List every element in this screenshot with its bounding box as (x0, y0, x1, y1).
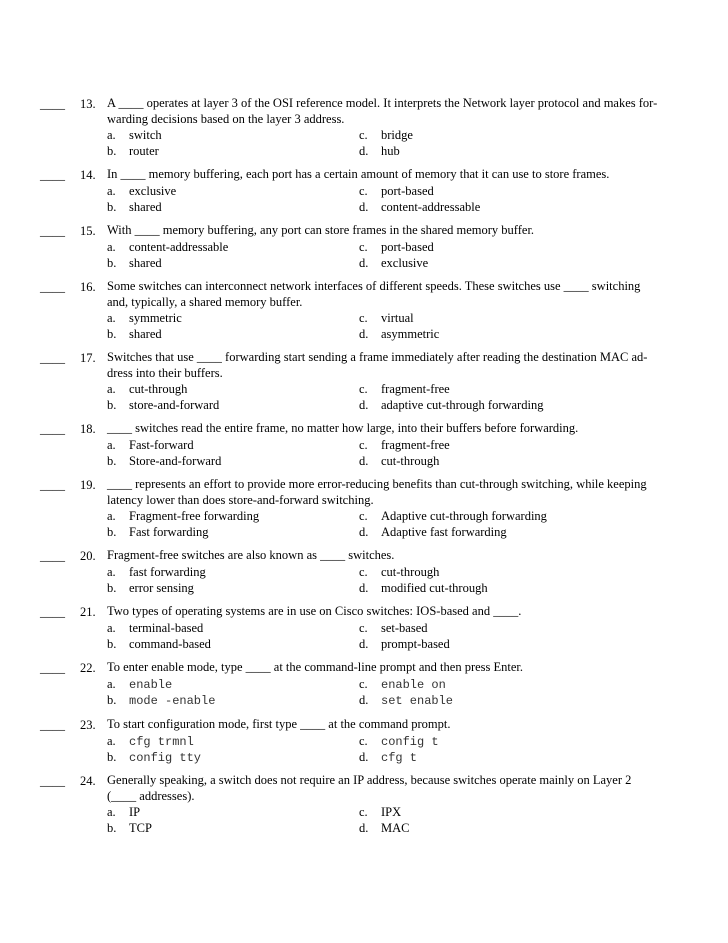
option-text: Store-and-forward (129, 454, 222, 468)
option-letter: a. (107, 509, 116, 523)
answer-blank: ____ (40, 661, 65, 675)
option-c (359, 310, 414, 326)
option-letter: b. (107, 821, 117, 835)
option-letter: a. (107, 621, 116, 635)
option-text: terminal-based (129, 621, 204, 635)
question-number: 13. (80, 97, 96, 111)
option-letter: b. (107, 200, 117, 214)
option-letter: c. (359, 805, 368, 819)
stem-line: To start configuration mode, first type ____ at the command prompt. (107, 717, 451, 731)
option-text: set-based (381, 621, 428, 635)
option-text: fragment-free (381, 382, 450, 396)
answer-blank: ____ (40, 549, 65, 563)
stem-line: (____ addresses). (107, 788, 195, 803)
option-text: error sensing (129, 581, 194, 595)
option-a (107, 310, 182, 326)
option-c (359, 239, 434, 255)
option-a (107, 437, 194, 453)
option-text: content-addressable (381, 200, 481, 214)
option-b (107, 143, 159, 159)
option-letter: a. (107, 382, 116, 396)
option-d (359, 692, 453, 709)
option-d (359, 143, 400, 159)
option-letter: c. (359, 677, 368, 691)
option-c (359, 676, 446, 693)
stem-line: warding decisions based on the layer 3 address. (107, 111, 345, 126)
option-text: Fast forwarding (129, 525, 209, 539)
answer-blank: ____ (40, 351, 65, 365)
option-letter: b. (107, 637, 117, 651)
stem-line: In ____ memory buffering, each port has a certain amount of memory that it can use to store frames. (107, 167, 610, 181)
option-text: enable on (381, 678, 446, 692)
option-letter: a. (107, 677, 116, 691)
option-c (359, 183, 434, 199)
question-number: 22. (80, 661, 96, 675)
question-stem (107, 167, 689, 183)
option-text: Fragment-free forwarding (129, 509, 260, 523)
option-c (359, 508, 547, 524)
stem-line: latency lower than does store-and-forward switching. (107, 492, 374, 507)
option-b (107, 326, 162, 342)
question-number: 16. (80, 280, 96, 294)
option-letter: d. (359, 821, 369, 835)
option-text: fragment-free (381, 438, 450, 452)
question-stem (107, 223, 689, 239)
option-text: port-based (381, 184, 434, 198)
option-letter: b. (107, 454, 117, 468)
option-d (359, 326, 439, 342)
question-number: 18. (80, 422, 96, 436)
question-stem (107, 96, 689, 127)
question-number: 19. (80, 478, 96, 492)
answer-blank: ____ (40, 605, 65, 619)
option-text: asymmetric (381, 327, 440, 341)
option-a (107, 676, 172, 693)
option-text: config t (381, 735, 439, 749)
option-text: set enable (381, 694, 454, 708)
option-letter: b. (107, 581, 117, 595)
option-b (107, 397, 219, 413)
option-letter: d. (359, 256, 369, 270)
option-text: Fast-forward (129, 438, 194, 452)
option-text: cfg t (381, 751, 418, 765)
option-letter: a. (107, 805, 116, 819)
option-letter: d. (359, 327, 369, 341)
option-letter: c. (359, 311, 368, 325)
option-text: cut-through (129, 382, 188, 396)
stem-line: dress into their buffers. (107, 365, 223, 380)
option-text: port-based (381, 240, 434, 254)
option-text: prompt-based (381, 637, 450, 651)
option-a (107, 804, 140, 820)
option-text: store-and-forward (129, 398, 220, 412)
option-c (359, 127, 413, 143)
option-letter: c. (359, 621, 368, 635)
option-letter: d. (359, 200, 369, 214)
option-d (359, 524, 507, 540)
stem-line: Fragment-free switches are also known as ____ switches. (107, 548, 395, 562)
question-number: 23. (80, 718, 96, 732)
option-d (359, 636, 450, 652)
question-number: 15. (80, 224, 96, 238)
stem-line: Switches that use ____ forwarding start sending a frame immediately after reading the destination MAC ad- (107, 350, 648, 364)
stem-line: With ____ memory buffering, any port can store frames in the shared memory buffer. (107, 223, 535, 237)
option-text: virtual (381, 311, 414, 325)
option-letter: a. (107, 438, 116, 452)
option-text: exclusive (381, 256, 429, 270)
question-stem (107, 548, 689, 564)
option-text: cut-through (381, 454, 440, 468)
option-letter: b. (107, 144, 117, 158)
question-stem (107, 604, 689, 620)
option-b (107, 255, 162, 271)
option-text: adaptive cut-through forwarding (381, 398, 544, 412)
question-stem (107, 421, 689, 437)
question-number: 14. (80, 168, 96, 182)
question-number: 17. (80, 351, 96, 365)
option-letter: b. (107, 398, 117, 412)
option-text: shared (129, 256, 162, 270)
option-letter: d. (359, 750, 369, 764)
option-c (359, 733, 439, 750)
option-letter: c. (359, 240, 368, 254)
option-text: MAC (381, 821, 410, 835)
stem-line: and, typically, a shared memory buffer. (107, 294, 303, 309)
option-letter: b. (107, 693, 117, 707)
option-b (107, 199, 162, 215)
answer-blank: ____ (40, 97, 65, 111)
option-text: IPX (381, 805, 402, 819)
option-letter: d. (359, 581, 369, 595)
option-text: cut-through (381, 565, 440, 579)
option-letter: d. (359, 454, 369, 468)
option-letter: a. (107, 128, 116, 142)
stem-line: To enter enable mode, type ____ at the command-line prompt and then press Enter. (107, 660, 524, 674)
option-text: shared (129, 327, 162, 341)
option-text: config tty (129, 751, 202, 765)
option-letter: d. (359, 637, 369, 651)
option-d (359, 255, 428, 271)
stem-line: ____ switches read the entire frame, no matter how large, into their buffers before forwarding. (107, 421, 579, 435)
option-b (107, 524, 209, 540)
option-c (359, 437, 450, 453)
question-stem (107, 660, 689, 676)
answer-blank: ____ (40, 478, 65, 492)
option-letter: c. (359, 509, 368, 523)
option-d (359, 820, 409, 836)
option-text: exclusive (129, 184, 177, 198)
option-letter: b. (107, 525, 117, 539)
stem-line: Two types of operating systems are in use on Cisco switches: IOS-based and ____. (107, 604, 522, 618)
option-d (359, 453, 439, 469)
question-number: 24. (80, 774, 96, 788)
option-letter: c. (359, 184, 368, 198)
option-letter: a. (107, 240, 116, 254)
option-d (359, 199, 480, 215)
question-stem (107, 477, 689, 508)
option-a (107, 733, 194, 750)
answer-blank: ____ (40, 774, 65, 788)
option-letter: d. (359, 144, 369, 158)
option-b (107, 749, 201, 766)
option-letter: a. (107, 311, 116, 325)
option-b (107, 636, 211, 652)
option-b (107, 453, 221, 469)
option-text: IP (129, 805, 141, 819)
option-text: symmetric (129, 311, 182, 325)
option-c (359, 804, 401, 820)
question-stem (107, 717, 689, 733)
option-letter: d. (359, 525, 369, 539)
option-b (107, 580, 194, 596)
option-text: TCP (129, 821, 152, 835)
option-letter: a. (107, 184, 116, 198)
option-letter: a. (107, 734, 116, 748)
option-letter: d. (359, 693, 369, 707)
option-letter: c. (359, 128, 368, 142)
option-text: bridge (381, 128, 413, 142)
option-c (359, 620, 428, 636)
option-letter: c. (359, 734, 368, 748)
option-a (107, 127, 162, 143)
option-a (107, 239, 228, 255)
answer-blank: ____ (40, 718, 65, 732)
option-text: switch (129, 128, 162, 142)
option-letter: b. (107, 327, 117, 341)
answer-blank: ____ (40, 224, 65, 238)
option-a (107, 564, 206, 580)
question-stem (107, 350, 689, 381)
option-a (107, 381, 187, 397)
option-letter: c. (359, 565, 368, 579)
question-stem (107, 279, 689, 310)
option-letter: c. (359, 382, 368, 396)
answer-blank: ____ (40, 280, 65, 294)
stem-line: Some switches can interconnect network interfaces of different speeds. These switches use ____ switching (107, 279, 641, 293)
option-c (359, 381, 450, 397)
option-letter: c. (359, 438, 368, 452)
option-text: fast forwarding (129, 565, 206, 579)
stem-line: A ____ operates at layer 3 of the OSI reference model. It interprets the Network layer protocol and makes for- (107, 96, 658, 110)
stem-line: ____ represents an effort to provide more error-reducing benefits than cut-through switching, while keeping (107, 477, 647, 491)
option-text: cfg trmnl (129, 735, 194, 749)
option-letter: b. (107, 256, 117, 270)
option-text: enable (129, 678, 173, 692)
answer-blank: ____ (40, 422, 65, 436)
option-letter: a. (107, 565, 116, 579)
option-text: command-based (129, 637, 211, 651)
option-text: shared (129, 200, 162, 214)
option-a (107, 620, 203, 636)
stem-line: Generally speaking, a switch does not require an IP address, because switches operate mainly on Layer 2 (107, 773, 632, 787)
option-a (107, 183, 176, 199)
option-b (107, 820, 152, 836)
option-letter: b. (107, 750, 117, 764)
option-d (359, 580, 488, 596)
option-text: mode -enable (129, 694, 216, 708)
option-c (359, 564, 439, 580)
option-text: Adaptive fast forwarding (381, 525, 507, 539)
option-text: Adaptive cut-through forwarding (381, 509, 547, 523)
option-a (107, 508, 259, 524)
question-number: 20. (80, 549, 96, 563)
option-text: router (129, 144, 159, 158)
option-d (359, 749, 417, 766)
option-b (107, 692, 215, 709)
option-letter: d. (359, 398, 369, 412)
option-text: hub (381, 144, 400, 158)
question-stem (107, 773, 689, 804)
question-number: 21. (80, 605, 96, 619)
answer-blank: ____ (40, 168, 65, 182)
option-d (359, 397, 543, 413)
option-text: content-addressable (129, 240, 229, 254)
option-text: modified cut-through (381, 581, 488, 595)
